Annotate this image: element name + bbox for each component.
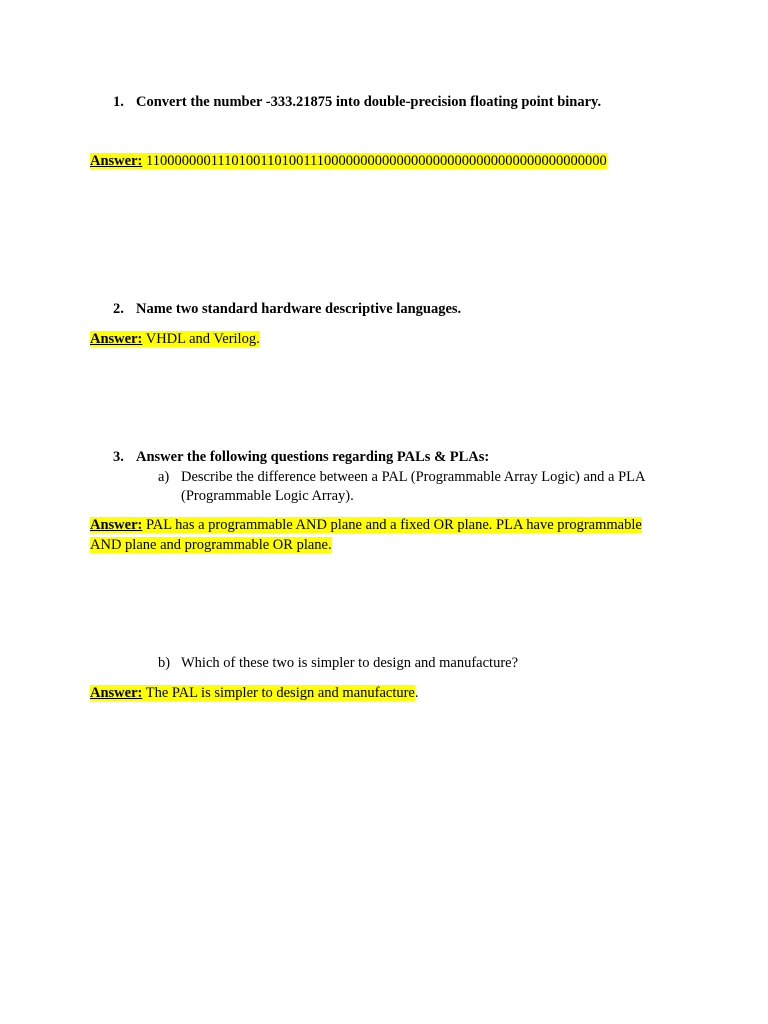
question-2-number: 2. [113, 301, 124, 317]
answer-3b [90, 683, 419, 703]
answer-label: Answer: [90, 685, 143, 701]
question-3-text: Answer the following questions regarding PALs & PLAs: [136, 449, 490, 465]
answer-2 [90, 329, 260, 349]
question-3a-letter: a) [158, 469, 170, 485]
answer-1-text: 1100000001110100110100111000000000000000000000000000000000000000 [145, 153, 607, 169]
answer-2-highlight [90, 331, 260, 347]
answer-3a-text-line1: PAL has a programmable AND plane and a fixed OR plane. PLA have programmable [145, 517, 642, 533]
question-3b-letter: b) [158, 655, 171, 671]
question-3b-text: Which of these two is simpler to design and manufacture? [181, 655, 519, 671]
answer-label: Answer: [90, 153, 143, 169]
answer-3a-line2 [90, 535, 332, 555]
answer-3a-highlight-line1 [90, 517, 642, 533]
question-2-text: Name two standard hardware descriptive languages. [136, 301, 462, 317]
answer-3b-text: The PAL is simpler to design and manufacture [145, 685, 415, 701]
answer-1-highlight [90, 153, 607, 169]
answer-3a [90, 515, 642, 535]
answer-label: Answer: [90, 331, 143, 347]
question-1-number: 1. [113, 94, 124, 110]
question-1-text: Convert the number -333.21875 into double-precision floating point binary. [136, 94, 602, 110]
answer-label: Answer: [90, 517, 143, 533]
answer-3a-highlight-line2: AND plane and programmable OR plane. [90, 537, 332, 553]
question-3a-text-line1: Describe the difference between a PAL (Programmable Array Logic) and a PLA [181, 469, 646, 485]
answer-3b-highlight [90, 685, 415, 701]
question-3a-text-line2: (Programmable Logic Array). [181, 488, 354, 504]
answer-3b-period: . [414, 685, 419, 701]
answer-1 [90, 151, 607, 171]
question-3-number: 3. [113, 449, 124, 465]
answer-2-text: VHDL and Verilog. [145, 331, 260, 347]
